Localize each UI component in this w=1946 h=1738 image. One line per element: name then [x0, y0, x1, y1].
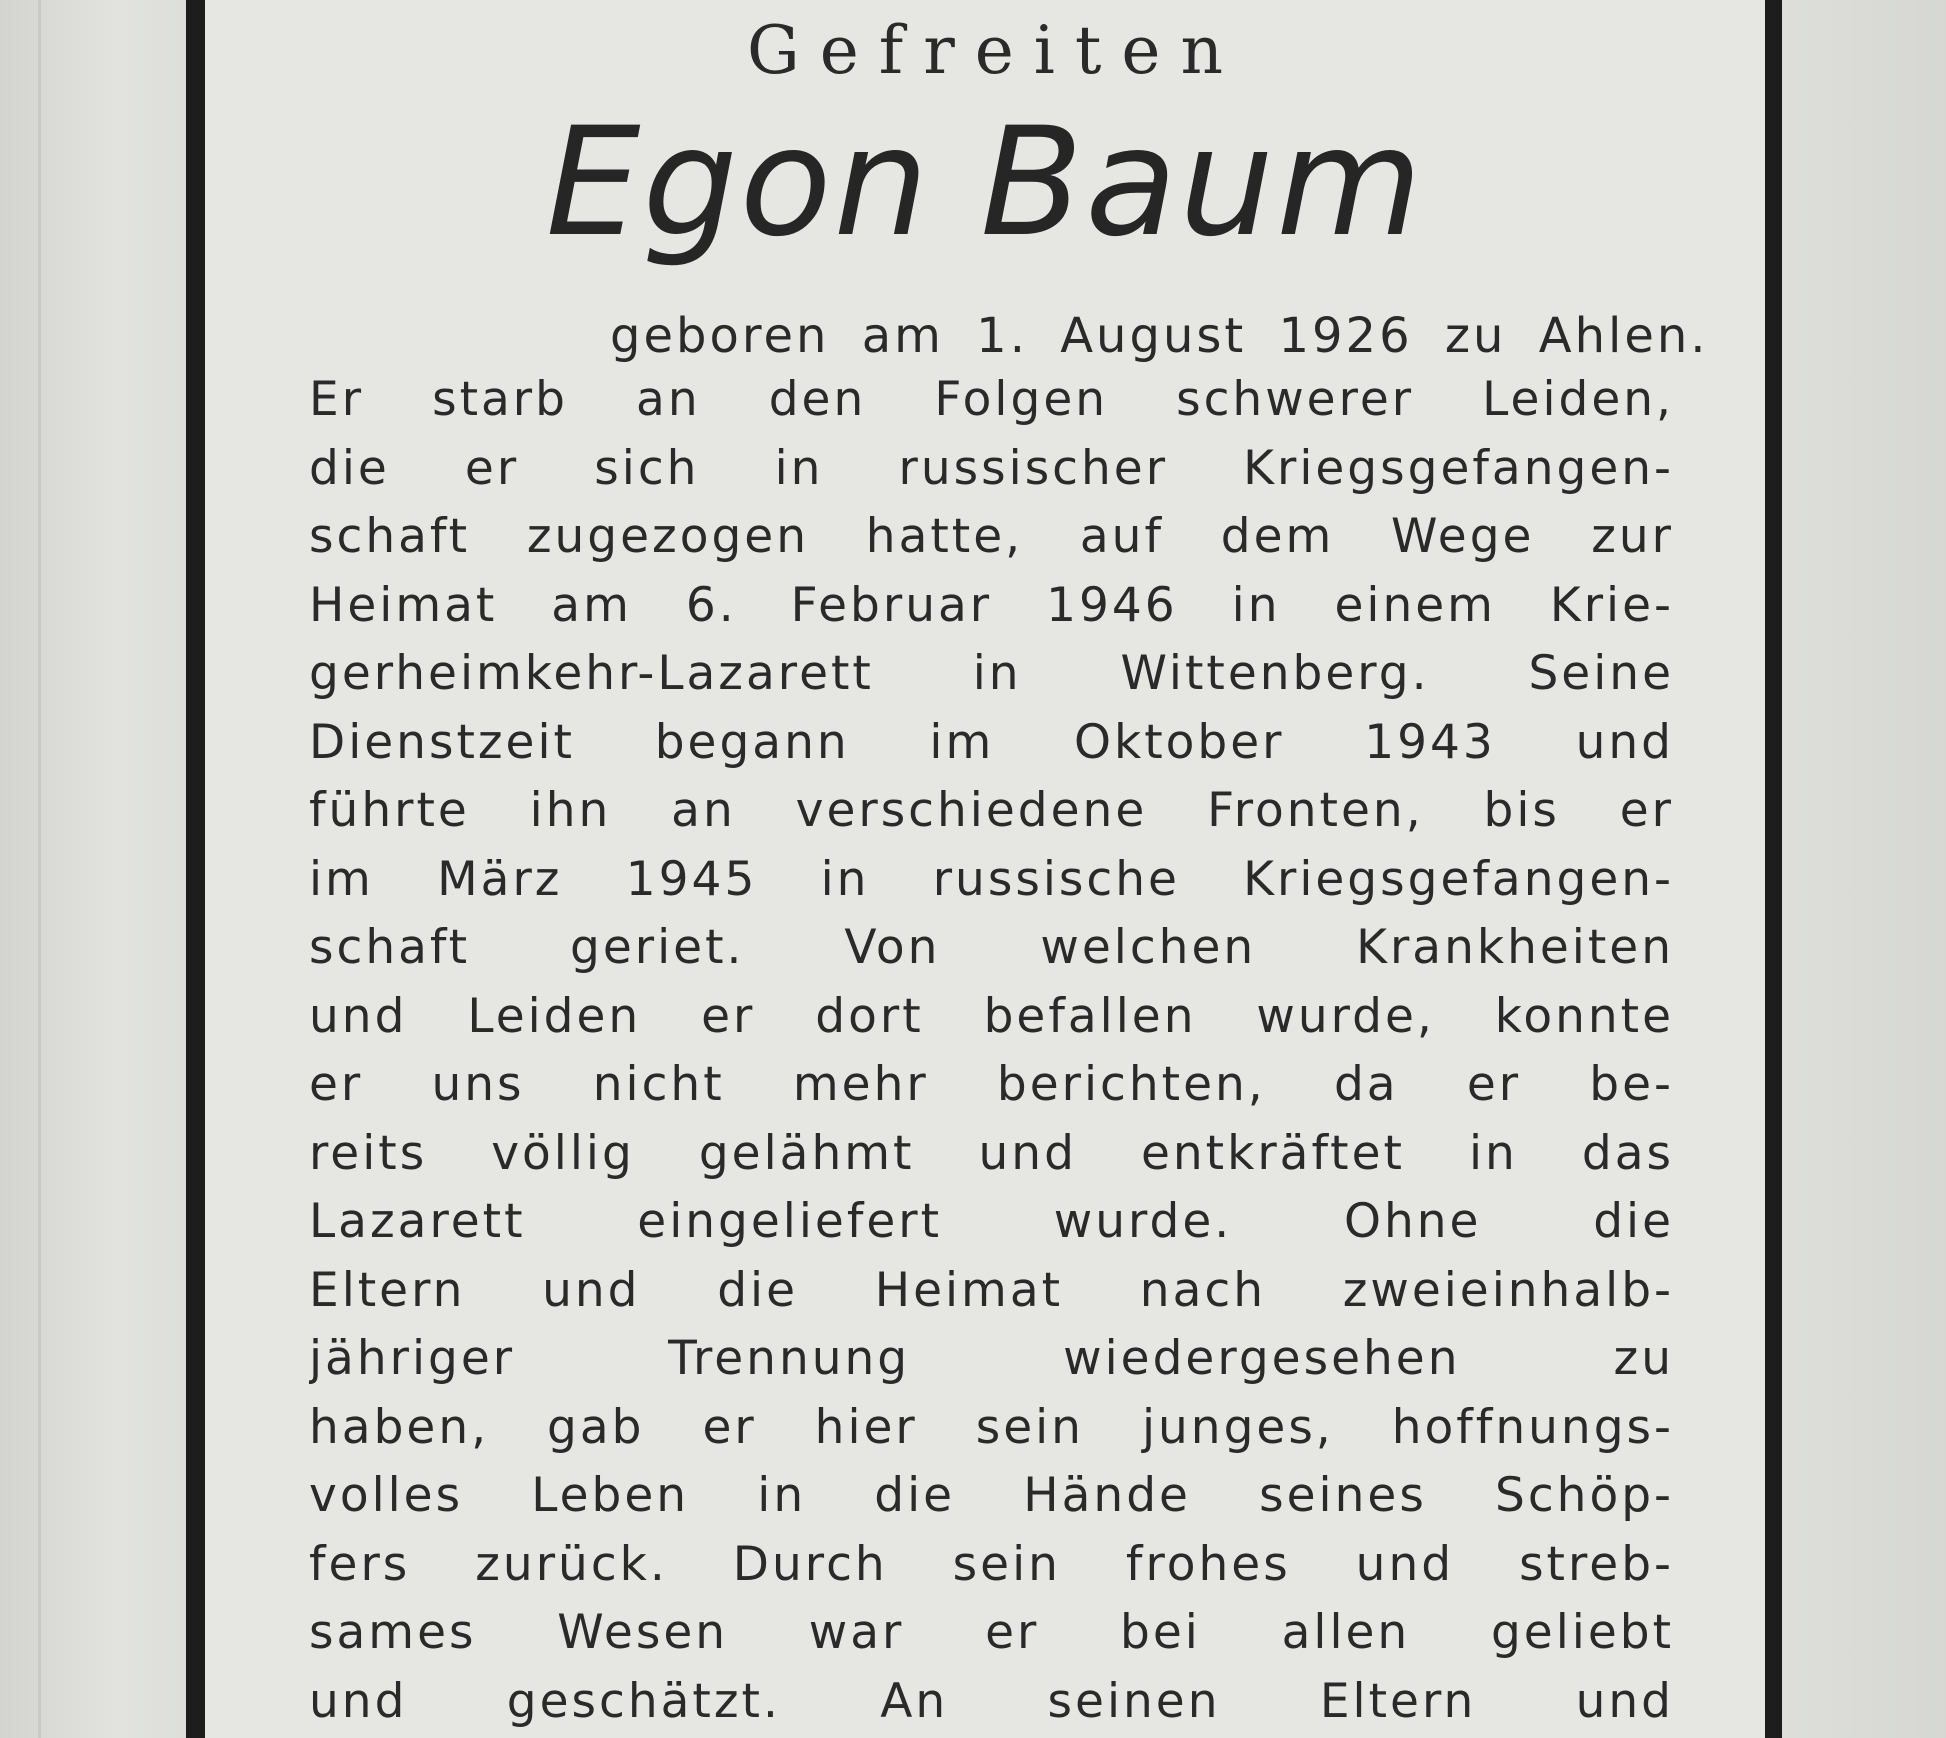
memorial-card: [186, 0, 1782, 1738]
text-line: sames Wesen war er bei allen geliebt: [309, 1605, 1674, 1660]
text-line: schaft geriet. Von welchen Krankheiten: [309, 920, 1674, 975]
text-line: fers zurück. Durch sein frohes und streb-: [309, 1536, 1674, 1592]
deceased-name: Egon Baum: [545, 96, 1425, 270]
birth-line: geboren am 1. August 1926 zu Ahlen.: [610, 308, 1709, 364]
text-line: volles Leben in die Hände seines Schöp-: [309, 1468, 1674, 1523]
text-line: die er sich in russischer Kriegsgefangen-: [309, 440, 1674, 496]
text-line: jähriger Trennung wiedergesehen zu: [309, 1331, 1674, 1386]
text-line: führte ihn an verschiedene Fronten, bis er: [309, 783, 1674, 838]
rank-heading: Gefreiten: [746, 12, 1243, 89]
text-line: Er starb an den Folgen schwerer Leiden,: [309, 372, 1674, 427]
text-line: Dienstzeit begann im Oktober 1943 und: [309, 714, 1674, 770]
text-line: und geschätzt. An seinen Eltern und: [309, 1673, 1674, 1729]
text-line: und Leiden er dort befallen wurde, konnte: [309, 988, 1674, 1044]
text-line: reits völlig gelähmt und entkräftet in das: [309, 1125, 1674, 1181]
text-line: haben, gab er hier sein junges, hoffnungs-: [309, 1399, 1674, 1455]
text-line: schaft zugezogen hatte, auf dem Wege zur: [309, 509, 1674, 564]
text-line: Lazarett eingeliefert wurde. Ohne die: [309, 1194, 1674, 1249]
paper-fold: [38, 0, 41, 1738]
obituary-text: [309, 366, 1674, 1736]
text-line: er uns nicht mehr berichten, da er be-: [309, 1057, 1674, 1112]
text-line: im März 1945 in russische Kriegsgefangen-: [309, 851, 1674, 907]
text-line: Eltern und die Heimat nach zweieinhalb-: [309, 1262, 1674, 1318]
text-line: Heimat am 6. Februar 1946 in einem Krie-: [309, 577, 1674, 633]
text-line: gerheimkehr-Lazarett in Wittenberg. Seine: [309, 646, 1674, 701]
